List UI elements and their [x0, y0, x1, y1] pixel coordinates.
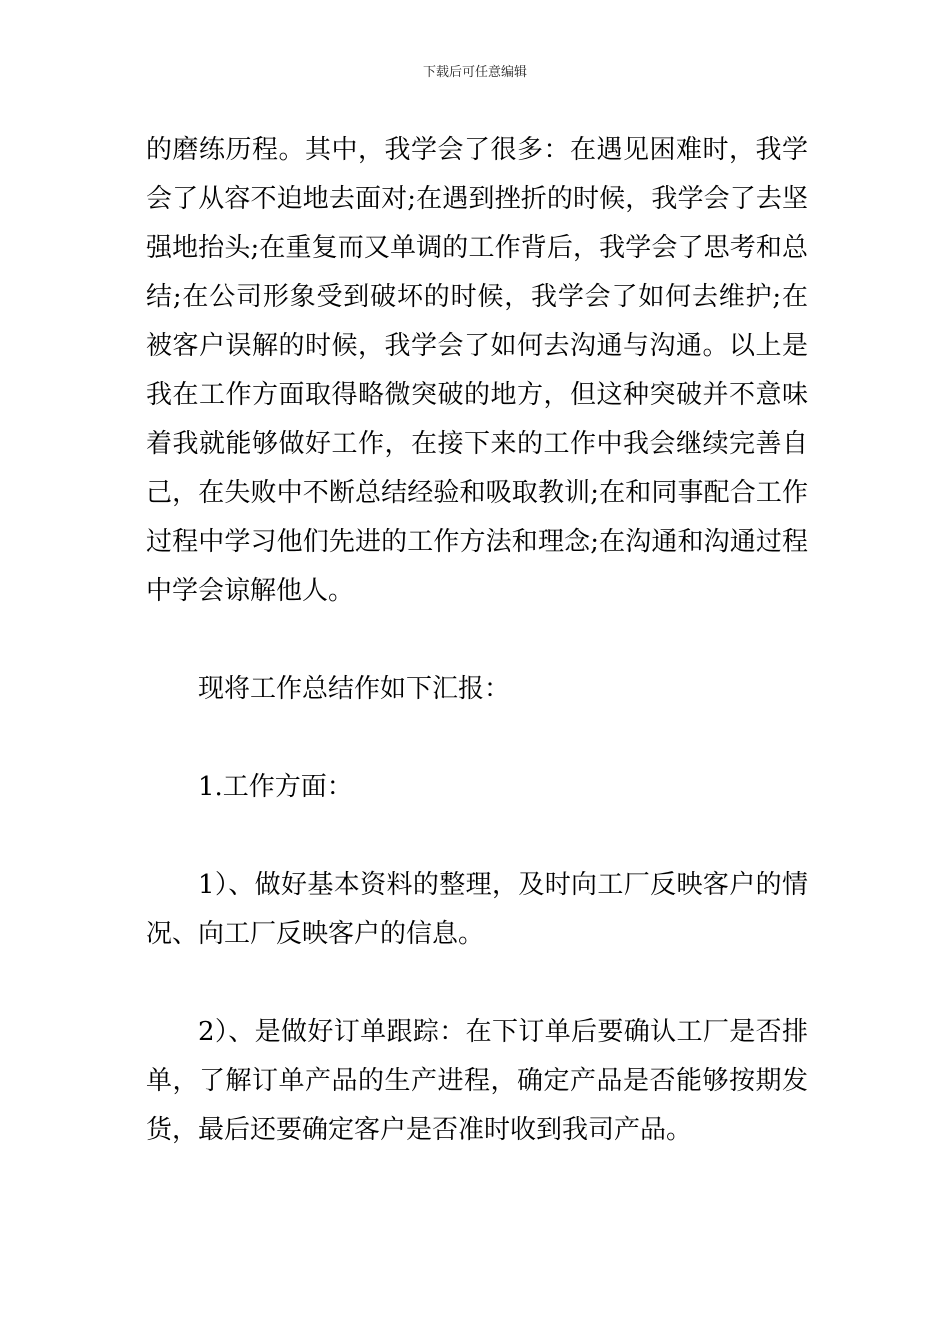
text-line: 中学会谅解他人。 [146, 576, 355, 606]
text-line: 的磨练历程。其中，我学会了很多：在遇见困难时，我学 [146, 135, 808, 165]
text-line: 货，最后还要确定客户是否准时收到我司产品。 [146, 1115, 693, 1145]
paragraph-item-2 [146, 1008, 808, 1155]
text-line: 我在工作方面取得略微突破的地方，但这种突破并不意味 [146, 380, 808, 410]
text-line: 1.工作方面： [198, 772, 353, 802]
paragraph-gap [146, 959, 808, 1008]
paragraph-gap [146, 812, 808, 861]
paragraph-gap [146, 714, 808, 763]
page-header-note: 下载后可任意编辑 [422, 65, 527, 80]
paragraph-item-1 [146, 861, 808, 959]
text-line: 己，在失败中不断总结经验和吸取教训;在和同事配合工作 [146, 478, 808, 508]
text-line: 过程中学习他们先进的工作方法和理念;在沟通和沟通过程 [146, 527, 808, 557]
paragraph-gap [146, 616, 808, 665]
paragraph-2 [146, 665, 808, 714]
text-line: 会了从容不迫地去面对;在遇到挫折的时候，我学会了去坚 [146, 184, 808, 214]
text-line: 强地抬头;在重复而又单调的工作背后，我学会了思考和总 [146, 233, 808, 263]
text-line: 1）、做好基本资料的整理，及时向工厂反映客户的情 [198, 870, 808, 900]
section-heading-work [146, 763, 808, 812]
text-line: 况、向工厂反映客户的信息。 [146, 919, 485, 949]
text-line: 2）、是做好订单跟踪：在下订单后要确认工厂是否排 [198, 1017, 808, 1047]
text-line: 被客户误解的时候，我学会了如何去沟通与沟通。以上是 [146, 331, 808, 361]
document-body [146, 126, 808, 1155]
text-line: 着我就能够做好工作，在接下来的工作中我会继续完善自 [146, 429, 808, 459]
text-line: 单，了解订单产品的生产进程，确定产品是否能够按期发 [146, 1066, 808, 1096]
text-line: 现将工作总结作如下汇报： [198, 674, 511, 704]
paragraph-1 [146, 126, 808, 616]
text-line: 结;在公司形象受到破坏的时候，我学会了如何去维护;在 [146, 282, 808, 312]
